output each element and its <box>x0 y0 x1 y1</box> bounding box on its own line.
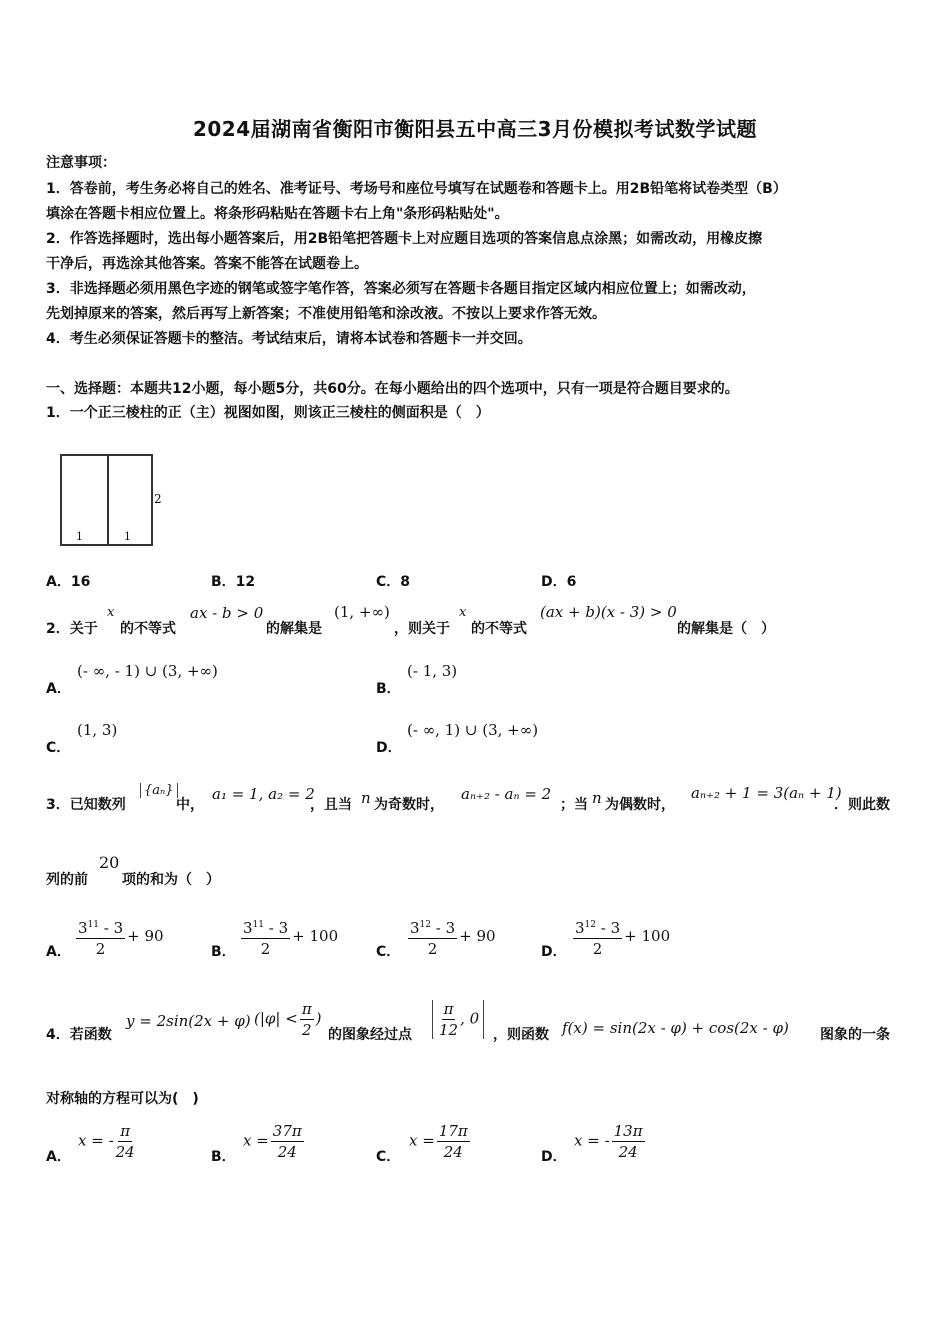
figure-divider <box>107 456 109 544</box>
question-2-text: 的不等式 <box>471 621 527 637</box>
question-3-text: 为偶数时， <box>605 797 675 813</box>
notice-line: 先划掉原来的答案，然后再写上新答案；不准使用铅笔和涂改液。不按以上要求作答无效。 <box>46 306 606 322</box>
figure-label-left: 1 <box>76 530 83 543</box>
point-coordinates: $\frac{\pi}{12}$ , 0 <box>432 1000 484 1039</box>
option-b-expr: x = $\frac{37\pi}{24}$ <box>243 1122 302 1161</box>
sequence-symbol: {aₙ} <box>140 783 178 798</box>
option-b-expr: (- 1, 3) <box>407 662 458 680</box>
option-c-expr: x = $\frac{17\pi}{24}$ <box>409 1122 468 1161</box>
option-b-label: B． <box>376 681 401 697</box>
option-b-label: B． <box>211 1149 236 1165</box>
var-n: n <box>592 789 602 807</box>
question-4-text: ，则函数 <box>493 1027 549 1043</box>
front-view-figure <box>60 454 153 546</box>
option-c-expr: $\frac{3^{12} - 3}{2}$ + 90 <box>406 916 496 958</box>
question-3-text: ．则此数 <box>834 797 890 813</box>
inequality-1: ax - b > 0 <box>190 604 264 622</box>
option-b-label: B． <box>211 944 236 960</box>
notice-line: 干净后，再选涂其他答案。答案不能答在试题卷上。 <box>46 256 368 272</box>
question-3-text: 为奇数时， <box>374 797 444 813</box>
var-x: x <box>107 605 115 620</box>
option-a-expr: (- ∞, - 1) ∪ (3, +∞) <box>77 662 218 680</box>
figure-label-side: 2 <box>154 492 162 506</box>
inequality-2: (ax + b)(x - 3) > 0 <box>540 603 677 621</box>
function-y: y = 2sin(2x + φ) <box>126 1012 251 1030</box>
odd-recurrence: aₙ₊₂ - aₙ = 2 <box>461 785 552 803</box>
question-2-text: 的解集是（ ） <box>677 621 775 637</box>
question-4-text: 图象的一条 <box>820 1027 890 1043</box>
option-a-expr: $\frac{3^{11} - 3}{2}$ + 90 <box>74 916 164 958</box>
option-c-label: C． <box>376 944 401 960</box>
section-heading: 一、选择题：本题共12小题，每小题5分，共60分。在每小题给出的四个选项中，只有一项是符合题目要求的。 <box>46 381 739 397</box>
option-a: A．16 <box>46 574 91 590</box>
option-d-label: D． <box>541 944 567 960</box>
notice-line: 填涂在答题卡相应位置上。将条形码粘贴在答题卡右上角"条形码粘贴处"。 <box>46 206 509 222</box>
question-1-stem: 1．一个正三棱柱的正（主）视图如图，则该正三棱柱的侧面积是（ ） <box>46 405 490 421</box>
option-d-label: D． <box>541 1149 567 1165</box>
term-count: 20 <box>99 853 120 872</box>
option-c: C．8 <box>376 574 411 590</box>
notice-line: 2．作答选择题时，选出每小题答案后，用2B铅笔把答题卡上对应题目选项的答案信息点涂黑；如需改动，用橡皮擦 <box>46 231 763 247</box>
question-4-text: 4．若函数 <box>46 1027 112 1043</box>
var-n: n <box>361 789 371 807</box>
option-d-expr: x = - $\frac{13\pi}{24}$ <box>574 1122 643 1161</box>
notice-heading: 注意事项： <box>46 155 116 171</box>
even-recurrence: aₙ₊₂ + 1 = 3(aₙ + 1) <box>691 784 842 802</box>
question-3-text: ；当 <box>560 797 588 813</box>
question-4-text: 的图象经过点 <box>328 1027 412 1043</box>
question-4-text: 对称轴的方程可以为( ) <box>46 1091 199 1107</box>
question-3-text: 项的和为（ ） <box>122 872 220 888</box>
figure-label-mid: 1 <box>124 530 131 543</box>
question-2-text: 的解集是 <box>266 621 322 637</box>
notice-line: 4．考生必须保证答题卡的整洁。考试结束后，请将本试卷和答题卡一并交回。 <box>46 331 532 347</box>
question-3-text: ，且当 <box>310 797 352 813</box>
question-3-text: 列的前 <box>46 872 88 888</box>
var-x: x <box>459 605 467 620</box>
option-c-expr: (1, 3) <box>77 721 118 739</box>
option-d-expr: $\frac{3^{12} - 3}{2}$ + 100 <box>571 916 670 958</box>
function-f: f(x) = sin(2x - φ) + cos(2x - φ) <box>562 1019 789 1037</box>
option-a-label: A． <box>46 681 71 697</box>
question-3-text: 中， <box>176 797 204 813</box>
solution-set-1: (1, +∞) <box>334 603 390 621</box>
notice-line: 3．非选择题必须用黑色字迹的钢笔或签字笔作答，答案必须写在答题卡各题目指定区域内相应位置上；如需改动， <box>46 281 756 297</box>
option-c-label: C． <box>376 1149 401 1165</box>
phi-condition: (|φ| < $\frac{\pi}{2}$ ) <box>254 1000 322 1039</box>
notice-line: 1．答卷前，考生务必将自己的姓名、准考证号、考场号和座位号填写在试题卷和答题卡上。用2B铅笔将试卷类型（B） <box>46 181 787 197</box>
question-2-text: 的不等式 <box>120 621 176 637</box>
page-title: 2024届湖南省衡阳市衡阳县五中高三3月份模拟考试数学试题 <box>192 117 758 141</box>
question-3-text: 3．已知数列 <box>46 797 126 813</box>
option-a-label: A． <box>46 944 71 960</box>
option-d: D．6 <box>541 574 577 590</box>
option-d-expr: (- ∞, 1) ∪ (3, +∞) <box>407 721 539 739</box>
option-a-label: A． <box>46 1149 71 1165</box>
option-b-expr: $\frac{3^{11} - 3}{2}$ + 100 <box>239 916 338 958</box>
option-a-expr: x = - $\frac{\pi}{24}$ <box>78 1122 135 1161</box>
initial-terms: a₁ = 1, a₂ = 2 <box>212 785 315 803</box>
option-c-label: C． <box>46 740 71 756</box>
question-2-text: ，则关于 <box>394 621 450 637</box>
option-b: B．12 <box>211 574 256 590</box>
question-2-text: 2．关于 <box>46 621 98 637</box>
option-d-label: D． <box>376 740 402 756</box>
